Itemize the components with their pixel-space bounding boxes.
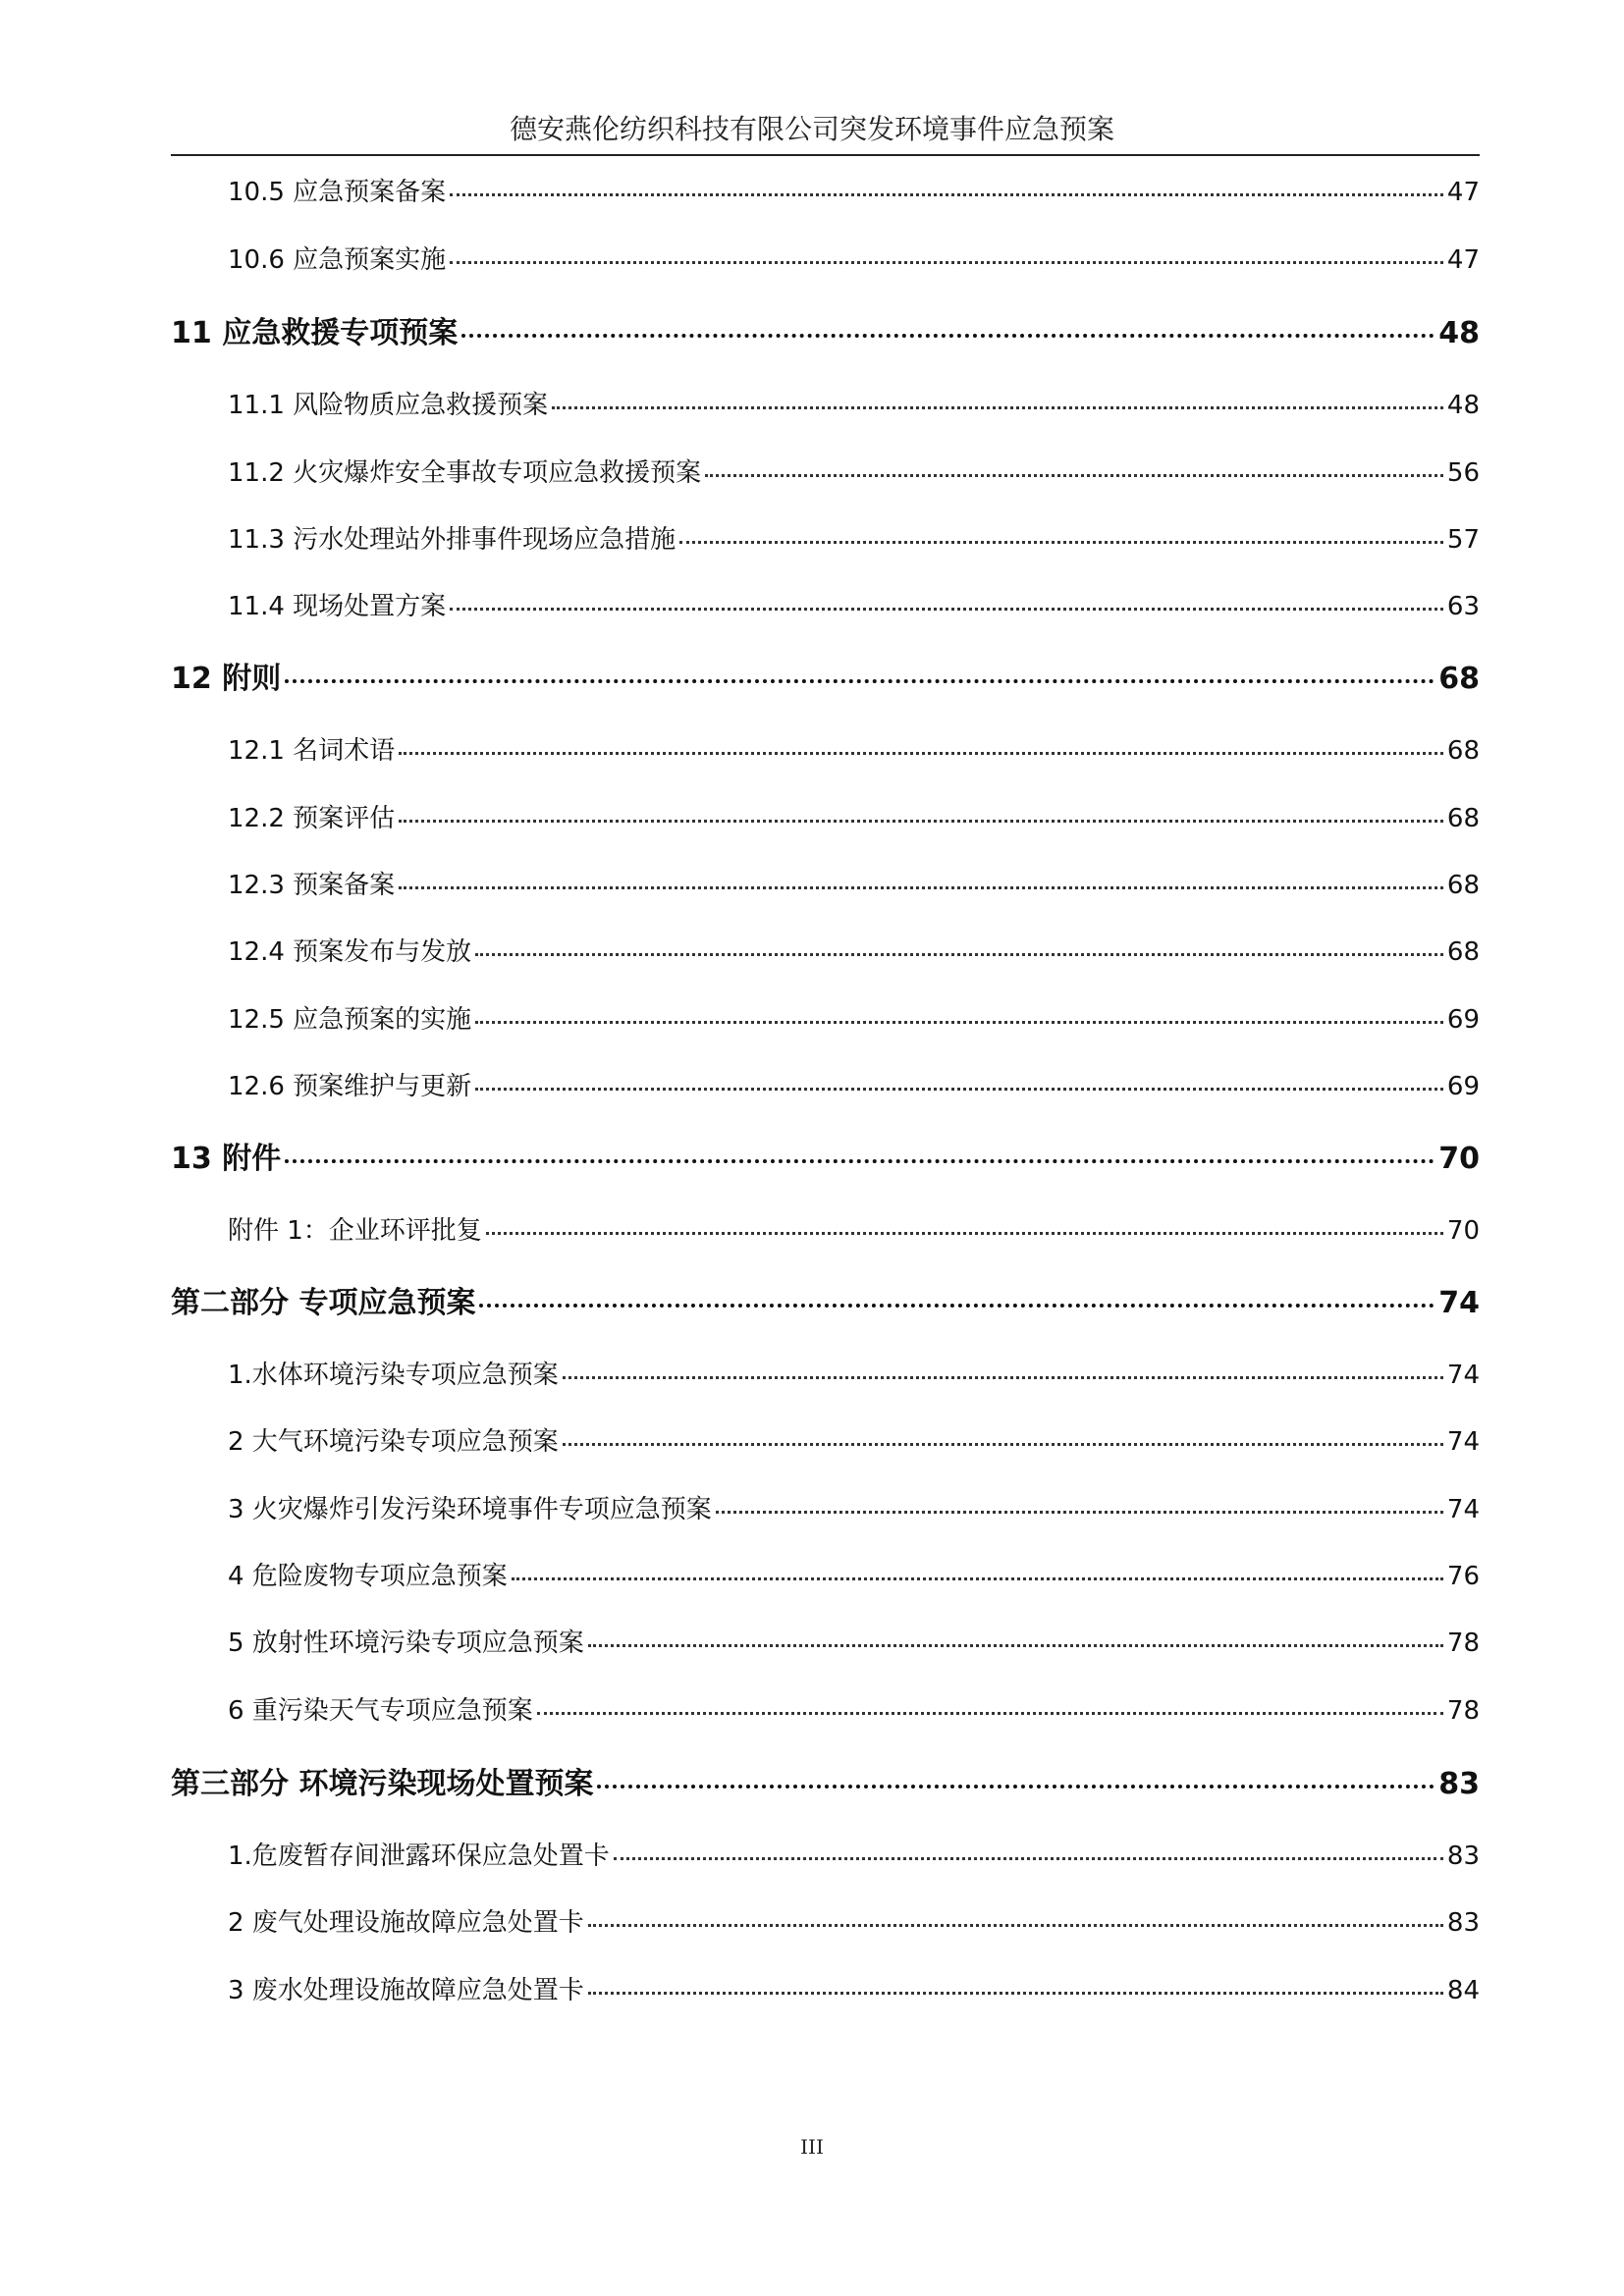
toc-entry[interactable]: [228, 866, 1480, 905]
toc-chapter-entry[interactable]: [171, 1138, 1480, 1181]
toc-leader-dots: [537, 1712, 1443, 1715]
toc-entry[interactable]: [228, 799, 1480, 838]
toc-entry-page: 84: [1446, 1976, 1480, 2005]
table-of-contents: [171, 0, 1480, 2296]
toc-entry-page: 69: [1446, 1072, 1480, 1101]
toc-entry-page: 63: [1446, 592, 1480, 621]
toc-entry-page: 70: [1438, 1142, 1480, 1176]
toc-entry-label: 13 附件: [171, 1142, 282, 1176]
toc-leader-dots: [475, 953, 1443, 956]
toc-entry-page: 68: [1438, 662, 1480, 696]
toc-entry-label: 12.1 名词术语: [228, 736, 396, 766]
document-header-title: 德安燕伦纺织科技有限公司突发环境事件应急预案: [509, 113, 1114, 145]
toc-entry-label: 附件 1：企业环评批复: [228, 1216, 482, 1246]
toc-entry-label: 第三部分 环境污染现场处置预案: [171, 1767, 594, 1801]
toc-entry[interactable]: [228, 1971, 1480, 2010]
toc-entry-page: 78: [1446, 1696, 1480, 1726]
toc-entry-label: 11.1 风险物质应急救援预案: [228, 391, 549, 420]
toc-entry[interactable]: [228, 1557, 1480, 1596]
toc-entry-page: 74: [1438, 1286, 1480, 1320]
toc-entry-page: 56: [1446, 458, 1480, 488]
toc-leader-dots: [552, 406, 1443, 409]
toc-leader-dots: [563, 1443, 1443, 1446]
toc-entry[interactable]: [228, 1837, 1480, 1876]
toc-entry-page: 47: [1446, 178, 1480, 207]
toc-entry-page: 68: [1446, 736, 1480, 766]
toc-entry-label: 2 大气环境污染专项应急预案: [228, 1427, 559, 1457]
toc-entry-label: 5 放射性环境污染专项应急预案: [228, 1629, 584, 1658]
toc-entry-label: 11 应急救援专项预案: [171, 316, 459, 350]
toc-entry[interactable]: [228, 1356, 1480, 1395]
toc-entry-label: 1.危废暂存间泄露环保应急处置卡: [228, 1842, 610, 1871]
toc-entry-label: 12.4 预案发布与发放: [228, 937, 472, 967]
toc-leader-dots: [563, 1376, 1443, 1379]
toc-leader-dots: [588, 1924, 1443, 1927]
toc-leader-dots: [461, 334, 1435, 338]
toc-entry[interactable]: [228, 454, 1480, 493]
toc-entry-page: 69: [1446, 1005, 1480, 1035]
toc-entry[interactable]: [228, 1691, 1480, 1731]
toc-entry-page: 68: [1446, 804, 1480, 833]
toc-entry-label: 4 危险废物专项应急预案: [228, 1562, 508, 1591]
toc-entry-page: 68: [1446, 871, 1480, 900]
toc-leader-dots: [475, 1088, 1443, 1091]
toc-entry-label: 3 废水处理设施故障应急处置卡: [228, 1976, 584, 2005]
toc-entry[interactable]: [228, 731, 1480, 771]
toc-entry[interactable]: [228, 386, 1480, 425]
toc-entry-page: 83: [1446, 1908, 1480, 1938]
toc-leader-dots: [450, 261, 1443, 264]
toc-entry-label: 11.2 火灾爆炸安全事故专项应急救援预案: [228, 458, 702, 488]
toc-entry-page: 83: [1438, 1767, 1480, 1801]
toc-leader-dots: [399, 752, 1443, 755]
toc-entry-page: 78: [1446, 1629, 1480, 1658]
toc-entry-label: 11.4 现场处置方案: [228, 592, 447, 621]
toc-entry-page: 74: [1446, 1495, 1480, 1524]
toc-leader-dots: [285, 679, 1435, 683]
toc-entry[interactable]: [228, 1211, 1480, 1251]
toc-entry-page: 48: [1438, 316, 1480, 350]
toc-entry-page: 68: [1446, 937, 1480, 967]
toc-entry-label: 第二部分 专项应急预案: [171, 1286, 476, 1320]
toc-entry-page: 83: [1446, 1842, 1480, 1871]
toc-entry-page: 57: [1446, 525, 1480, 555]
toc-entry-label: 12.5 应急预案的实施: [228, 1005, 472, 1035]
toc-entry-page: 70: [1446, 1216, 1480, 1246]
toc-entry-page: 74: [1446, 1427, 1480, 1457]
toc-entry[interactable]: [228, 587, 1480, 626]
toc-leader-dots: [597, 1785, 1435, 1789]
toc-leader-dots: [450, 193, 1443, 196]
toc-chapter-entry[interactable]: [171, 1282, 1480, 1325]
toc-entry-label: 11.3 污水处理站外排事件现场应急措施: [228, 525, 677, 555]
toc-entry-page: 48: [1446, 391, 1480, 420]
toc-entry[interactable]: [228, 1490, 1480, 1529]
toc-entry-label: 12.3 预案备案: [228, 871, 396, 900]
toc-leader-dots: [450, 608, 1443, 611]
toc-leader-dots: [614, 1857, 1443, 1860]
toc-leader-dots: [588, 1992, 1443, 1995]
toc-entry-label: 6 重污染天气专项应急预案: [228, 1696, 533, 1726]
toc-entry-label: 3 火灾爆炸引发污染环境事件专项应急预案: [228, 1495, 712, 1524]
toc-entry-label: 2 废气处理设施故障应急处置卡: [228, 1908, 584, 1938]
toc-leader-dots: [475, 1021, 1443, 1024]
toc-entry-label: 12.2 预案评估: [228, 804, 396, 833]
toc-entry[interactable]: [228, 1903, 1480, 1943]
toc-entry-label: 10.5 应急预案备案: [228, 178, 447, 207]
toc-entry-page: 76: [1446, 1562, 1480, 1591]
toc-entry-label: 12 附则: [171, 662, 282, 696]
toc-chapter-entry[interactable]: [171, 1763, 1480, 1806]
page-number: III: [800, 2135, 824, 2159]
toc-entry[interactable]: [228, 520, 1480, 560]
toc-leader-dots: [486, 1232, 1443, 1235]
toc-entry[interactable]: [228, 933, 1480, 972]
toc-entry[interactable]: [228, 1067, 1480, 1106]
toc-entry-label: 1.水体环境污染专项应急预案: [228, 1361, 559, 1390]
toc-entry-label: 12.6 预案维护与更新: [228, 1072, 472, 1101]
toc-leader-dots: [588, 1644, 1443, 1647]
toc-entry-page: 74: [1446, 1361, 1480, 1390]
toc-leader-dots: [399, 820, 1443, 823]
toc-leader-dots: [399, 886, 1443, 889]
toc-leader-dots: [512, 1577, 1443, 1580]
toc-entry[interactable]: [228, 173, 1480, 212]
toc-leader-dots: [679, 541, 1443, 544]
toc-leader-dots: [705, 474, 1443, 477]
toc-entry-page: 47: [1446, 245, 1480, 275]
toc-entry[interactable]: [228, 1624, 1480, 1663]
toc-leader-dots: [285, 1159, 1435, 1163]
toc-leader-dots: [716, 1511, 1443, 1514]
toc-entry-label: 10.6 应急预案实施: [228, 245, 447, 275]
toc-entry[interactable]: [228, 1422, 1480, 1462]
toc-chapter-entry[interactable]: [171, 312, 1480, 355]
toc-entry[interactable]: [228, 1000, 1480, 1040]
toc-leader-dots: [479, 1304, 1435, 1308]
toc-entry[interactable]: [228, 240, 1480, 280]
toc-chapter-entry[interactable]: [171, 658, 1480, 701]
